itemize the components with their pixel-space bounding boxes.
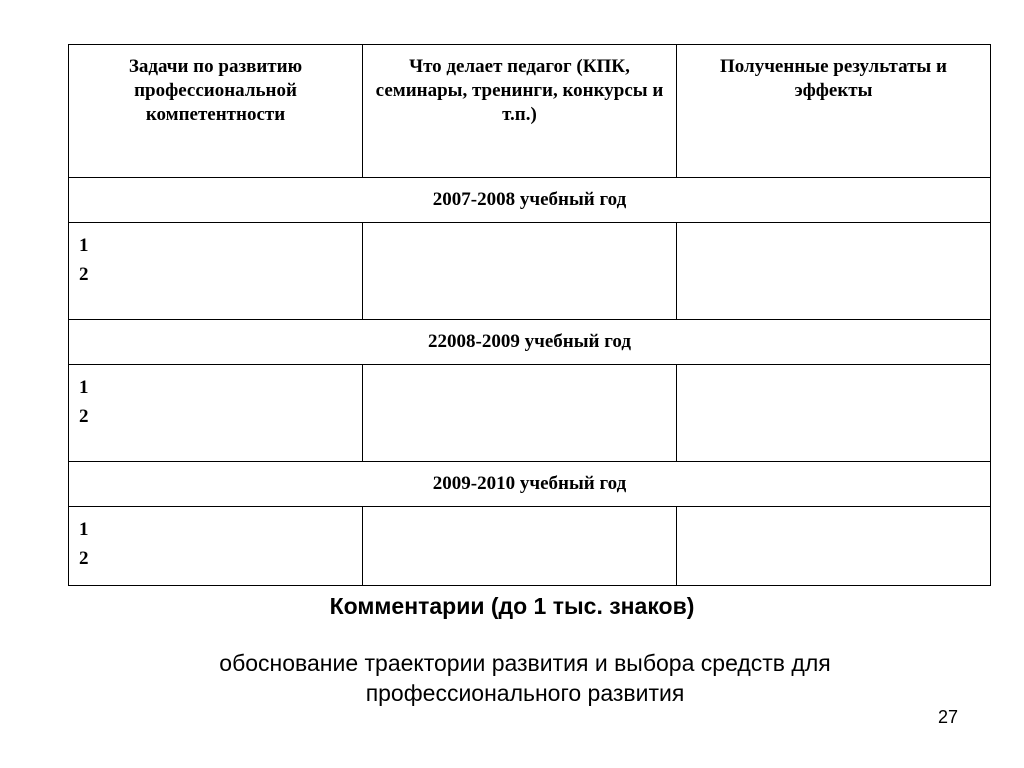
results-cell (677, 365, 991, 462)
year-label: 22008-2009 учебный год (69, 320, 991, 365)
year-label: 2007-2008 учебный год (69, 178, 991, 223)
header-actions: Что делает педагог (КПК, семинары, тренинги, конкурсы и т.п.) (363, 45, 677, 178)
table-row (69, 507, 991, 586)
task-cell (69, 365, 363, 462)
year-label: 2009-2010 учебный год (69, 462, 991, 507)
year-row-2009-2010 (69, 462, 991, 507)
item-number: 1 (79, 377, 89, 398)
header-row (69, 45, 991, 178)
item-number: 2 (79, 548, 89, 569)
year-row-2007-2008 (69, 178, 991, 223)
task-cell (69, 223, 363, 320)
comments-title: Комментарии (до 1 тыс. знаков) (329, 593, 695, 619)
item-number: 1 (79, 235, 89, 256)
year-row-2008-2009 (69, 320, 991, 365)
item-number: 1 (79, 519, 89, 540)
results-cell (677, 507, 991, 586)
actions-cell (363, 365, 677, 462)
task-cell (69, 507, 363, 586)
comments-text: обоснование траектории развития и выбора средств для профессионального развития (219, 650, 831, 706)
table-row (69, 365, 991, 462)
plan-table (68, 44, 991, 586)
header-results: Полученные результаты и эффекты (677, 45, 991, 178)
header-tasks: Задачи по развитию профессиональной компетентности (69, 45, 363, 178)
item-number: 2 (79, 406, 89, 427)
table-row (69, 223, 991, 320)
item-number: 2 (79, 264, 89, 285)
page-number: 27 (938, 707, 959, 727)
actions-cell (363, 223, 677, 320)
actions-cell (363, 507, 677, 586)
results-cell (677, 223, 991, 320)
